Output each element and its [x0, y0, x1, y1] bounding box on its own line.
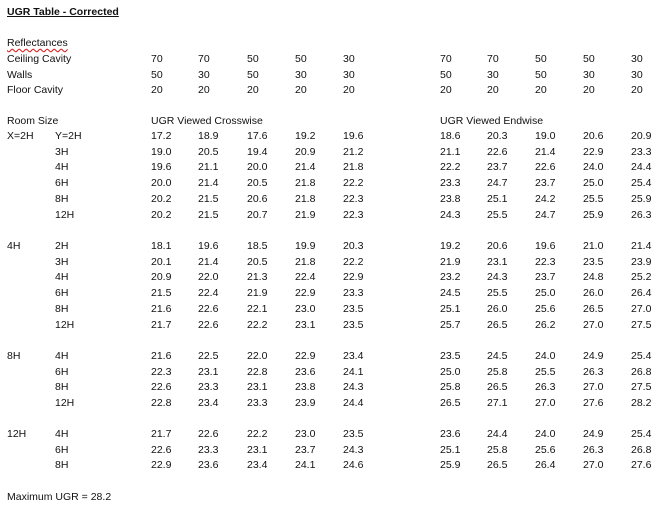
reflectance-crosswise-value: 50	[151, 68, 163, 81]
ugr-endwise-value: 25.0	[535, 287, 556, 300]
reflectance-crosswise-value: 20	[343, 84, 355, 97]
ugr-endwise-value: 26.5	[487, 381, 508, 394]
ugr-crosswise-value: 24.1	[343, 365, 364, 378]
ugr-endwise-value: 26.8	[631, 443, 652, 456]
ugr-crosswise-value: 21.8	[295, 192, 316, 205]
ugr-endwise-value: 21.9	[440, 255, 461, 268]
reflectance-crosswise-value: 30	[295, 68, 307, 81]
ugr-endwise-value: 24.3	[487, 271, 508, 284]
ugr-endwise-value: 25.9	[631, 192, 652, 205]
room-y-label: 2H	[55, 240, 69, 252]
ugr-crosswise-value: 24.3	[343, 381, 364, 394]
room-y-label: 6H	[55, 177, 69, 190]
ugr-crosswise-value: 22.8	[151, 397, 172, 410]
maximum-ugr-note: Maximum UGR = 28.2	[7, 491, 112, 503]
ugr-crosswise-value: 21.6	[151, 302, 172, 315]
ugr-endwise-value: 28.2	[631, 397, 652, 410]
ugr-crosswise-value: 18.1	[151, 240, 172, 252]
room-size-header: Room Size	[7, 115, 59, 127]
ugr-endwise-value: 25.6	[535, 302, 556, 315]
ugr-crosswise-value: 21.8	[295, 255, 316, 268]
ugr-endwise-value: 25.2	[631, 271, 652, 284]
ugr-endwise-value: 26.2	[535, 318, 556, 331]
ugr-endwise-value: 27.5	[631, 318, 652, 331]
ugr-crosswise-value: 20.7	[247, 208, 268, 221]
ugr-endwise-value: 20.3	[487, 130, 508, 142]
reflectance-endwise-value: 20	[535, 84, 547, 97]
ugr-endwise-value: 21.1	[440, 145, 461, 158]
reflectance-crosswise-value: 20	[198, 84, 210, 97]
ugr-endwise-value: 27.1	[487, 397, 508, 410]
ugr-endwise-value: 22.2	[440, 161, 461, 174]
ugr-crosswise-value: 22.6	[151, 443, 172, 456]
ugr-crosswise-value: 24.6	[343, 459, 364, 472]
ugr-crosswise-value: 23.7	[295, 443, 316, 456]
ugr-endwise-value: 27.0	[535, 397, 556, 410]
ugr-crosswise-value: 22.6	[198, 428, 219, 440]
room-y-label: 3H	[55, 255, 69, 268]
ugr-endwise-value: 23.3	[631, 145, 652, 158]
ugr-endwise-value: 21.4	[535, 145, 556, 158]
reflectance-endwise-value: 20	[583, 84, 595, 97]
ugr-endwise-value: 19.0	[535, 130, 556, 142]
ugr-endwise-value: 27.0	[583, 381, 604, 394]
ugr-endwise-value: 20.9	[631, 130, 652, 142]
ugr-crosswise-value: 23.1	[198, 365, 219, 378]
ugr-crosswise-value: 20.2	[151, 192, 172, 205]
ugr-crosswise-value: 20.5	[198, 145, 219, 158]
ugr-crosswise-value: 22.0	[247, 350, 268, 362]
reflectance-endwise-value: 70	[487, 53, 499, 65]
ugr-endwise-value: 23.6	[440, 428, 461, 440]
ugr-crosswise-value: 22.9	[295, 350, 316, 362]
reflectance-crosswise-value: 20	[247, 84, 259, 97]
room-y-label: 8H	[55, 381, 69, 394]
ugr-crosswise-value: 22.1	[247, 302, 268, 315]
ugr-crosswise-value: 20.2	[151, 208, 172, 221]
ugr-crosswise-value: 22.5	[198, 350, 219, 362]
ugr-crosswise-value: 20.5	[247, 255, 268, 268]
ugr-crosswise-value: 22.2	[343, 255, 364, 268]
ugr-endwise-value: 25.8	[487, 365, 508, 378]
ugr-endwise-value: 25.0	[440, 365, 461, 378]
ugr-crosswise-value: 22.3	[151, 365, 172, 378]
ugr-crosswise-value: 23.9	[295, 397, 316, 410]
ugr-endwise-value: 27.6	[583, 397, 604, 410]
reflectance-crosswise-value: 30	[198, 68, 210, 81]
ugr-crosswise-value: 23.5	[343, 318, 364, 331]
room-x-label: 4H	[7, 240, 21, 252]
reflectance-endwise-value: 50	[535, 68, 547, 81]
ugr-endwise-value: 24.7	[487, 177, 508, 190]
room-y-label: 4H	[55, 271, 69, 284]
ugr-crosswise-value: 23.3	[247, 397, 268, 410]
reflectance-crosswise-value: 30	[343, 53, 355, 65]
ugr-endwise-value: 26.4	[631, 287, 652, 300]
ugr-endwise-value: 27.0	[583, 318, 604, 331]
reflectance-crosswise-value: 50	[247, 68, 259, 81]
ugr-crosswise-value: 21.3	[247, 271, 268, 284]
reflectance-label: Ceiling Cavity	[7, 53, 72, 65]
ugr-endwise-value: 22.3	[535, 255, 556, 268]
reflectance-endwise-value: 20	[487, 84, 499, 97]
ugr-crosswise-value: 21.9	[247, 287, 268, 300]
room-x-label: 8H	[7, 350, 21, 362]
ugr-crosswise-value: 23.5	[343, 428, 364, 440]
ugr-crosswise-value: 23.3	[198, 443, 219, 456]
ugr-endwise-value: 24.4	[487, 428, 508, 440]
reflectance-crosswise-value: 50	[247, 53, 259, 65]
ugr-crosswise-value: 20.9	[295, 145, 316, 158]
ugr-crosswise-value: 22.4	[295, 271, 316, 284]
ugr-crosswise-value: 23.8	[295, 381, 316, 394]
ugr-crosswise-value: 23.6	[198, 459, 219, 472]
ugr-crosswise-value: 18.9	[198, 130, 219, 142]
ugr-endwise-value: 22.6	[535, 161, 556, 174]
ugr-endwise-value: 24.3	[440, 208, 461, 221]
ugr-endwise-value: 20.6	[487, 240, 508, 252]
ugr-crosswise-value: 22.6	[198, 302, 219, 315]
ugr-crosswise-value: 23.1	[247, 443, 268, 456]
ugr-crosswise-value: 23.6	[295, 365, 316, 378]
ugr-endwise-value: 23.7	[535, 271, 556, 284]
ugr-crosswise-value: 23.1	[247, 381, 268, 394]
ugr-crosswise-value: 20.6	[247, 192, 268, 205]
ugr-crosswise-value: 23.4	[247, 459, 268, 472]
ugr-endwise-value: 26.0	[583, 287, 604, 300]
reflectance-crosswise-value: 20	[295, 84, 307, 97]
ugr-crosswise-value: 24.4	[343, 397, 364, 410]
ugr-endwise-value: 24.9	[583, 428, 604, 440]
ugr-endwise-value: 19.6	[535, 240, 556, 252]
ugr-endwise-value: 25.4	[631, 177, 652, 190]
ugr-endwise-value: 25.5	[487, 208, 508, 221]
ugr-crosswise-value: 21.8	[343, 161, 364, 174]
ugr-crosswise-value: 20.9	[151, 271, 172, 284]
ugr-endwise-value: 26.3	[535, 381, 556, 394]
ugr-endwise-value: 25.1	[440, 302, 461, 315]
ugr-endwise-value: 25.9	[583, 208, 604, 221]
ugr-endwise-value: 25.8	[487, 443, 508, 456]
ugr-crosswise-value: 21.5	[198, 208, 219, 221]
ugr-endwise-value: 25.1	[440, 443, 461, 456]
ugr-endwise-value: 23.1	[487, 255, 508, 268]
ugr-crosswise-value: 22.9	[295, 287, 316, 300]
ugr-endwise-value: 25.5	[583, 192, 604, 205]
room-y-label: 6H	[55, 287, 69, 300]
room-y-label: 4H	[55, 161, 69, 174]
crosswise-header: UGR Viewed Crosswise	[151, 115, 263, 127]
ugr-crosswise-value: 22.2	[247, 428, 268, 440]
ugr-endwise-value: 24.5	[440, 287, 461, 300]
ugr-crosswise-value: 23.4	[343, 350, 364, 362]
ugr-crosswise-value: 21.4	[198, 177, 219, 190]
ugr-crosswise-value: 20.1	[151, 255, 172, 268]
reflectance-crosswise-value: 20	[151, 84, 163, 97]
ugr-crosswise-value: 22.9	[343, 271, 364, 284]
ugr-endwise-value: 21.0	[583, 240, 604, 252]
reflectance-endwise-value: 70	[440, 53, 452, 65]
ugr-endwise-value: 25.0	[583, 177, 604, 190]
ugr-crosswise-value: 21.5	[198, 192, 219, 205]
ugr-crosswise-value: 22.9	[151, 459, 172, 472]
ugr-endwise-value: 27.0	[583, 459, 604, 472]
ugr-endwise-value: 26.5	[583, 302, 604, 315]
room-y-label: 12H	[55, 208, 75, 221]
room-y-label: 3H	[55, 145, 69, 158]
ugr-endwise-value: 22.9	[583, 145, 604, 158]
ugr-endwise-value: 24.8	[583, 271, 604, 284]
ugr-crosswise-value: 21.8	[295, 177, 316, 190]
ugr-endwise-value: 23.5	[440, 350, 461, 362]
room-y-label: 4H	[55, 428, 69, 440]
ugr-endwise-value: 24.4	[631, 161, 652, 174]
ugr-endwise-value: 25.5	[487, 287, 508, 300]
room-y-label: 12H	[55, 397, 75, 410]
ugr-crosswise-value: 21.7	[151, 428, 172, 440]
ugr-crosswise-value: 22.4	[198, 287, 219, 300]
ugr-endwise-value: 26.5	[440, 397, 461, 410]
reflectance-endwise-value: 30	[487, 68, 499, 81]
ugr-crosswise-value: 21.6	[151, 350, 172, 362]
ugr-endwise-value: 23.3	[440, 177, 461, 190]
ugr-endwise-value: 26.0	[487, 302, 508, 315]
reflectance-endwise-value: 30	[631, 68, 643, 81]
ugr-endwise-value: 27.5	[631, 381, 652, 394]
ugr-crosswise-value: 21.9	[295, 208, 316, 221]
ugr-endwise-value: 24.0	[535, 350, 556, 362]
reflectance-endwise-value: 50	[535, 53, 547, 65]
ugr-crosswise-value: 18.5	[247, 240, 268, 252]
reflectance-endwise-value: 30	[631, 53, 643, 65]
ugr-endwise-value: 24.0	[535, 428, 556, 440]
ugr-endwise-value: 24.2	[535, 192, 556, 205]
reflectance-endwise-value: 50	[583, 53, 595, 65]
ugr-crosswise-value: 24.3	[343, 443, 364, 456]
ugr-endwise-value: 24.9	[583, 350, 604, 362]
ugr-endwise-value: 25.9	[440, 459, 461, 472]
ugr-crosswise-value: 23.3	[343, 287, 364, 300]
room-y-label: 8H	[55, 192, 69, 205]
room-y-label: 4H	[55, 350, 69, 362]
ugr-endwise-value: 25.6	[535, 443, 556, 456]
ugr-endwise-value: 18.6	[440, 130, 461, 142]
document-title: UGR Table - Corrected	[7, 6, 119, 18]
ugr-crosswise-value: 20.5	[247, 177, 268, 190]
ugr-crosswise-value: 17.6	[247, 130, 268, 142]
ugr-endwise-value: 23.8	[440, 192, 461, 205]
ugr-endwise-value: 19.2	[440, 240, 461, 252]
ugr-crosswise-value: 22.3	[343, 208, 364, 221]
reflectance-endwise-value: 20	[631, 84, 643, 97]
ugr-endwise-value: 26.5	[487, 318, 508, 331]
ugr-endwise-value: 23.5	[583, 255, 604, 268]
ugr-crosswise-value: 22.2	[343, 177, 364, 190]
ugr-crosswise-value: 19.0	[151, 145, 172, 158]
ugr-endwise-value: 25.4	[631, 428, 652, 440]
ugr-crosswise-value: 20.3	[343, 240, 364, 252]
ugr-crosswise-value: 23.3	[198, 381, 219, 394]
reflectance-endwise-value: 50	[440, 68, 452, 81]
ugr-endwise-value: 23.7	[487, 161, 508, 174]
ugr-crosswise-value: 23.4	[198, 397, 219, 410]
ugr-crosswise-value: 20.0	[247, 161, 268, 174]
reflectance-crosswise-value: 70	[198, 53, 210, 65]
ugr-endwise-value: 26.3	[631, 208, 652, 221]
ugr-endwise-value: 26.3	[583, 443, 604, 456]
ugr-endwise-value: 24.0	[583, 161, 604, 174]
ugr-endwise-value: 27.0	[631, 302, 652, 315]
ugr-endwise-value: 25.7	[440, 318, 461, 331]
ugr-endwise-value: 25.4	[631, 350, 652, 362]
ugr-crosswise-value: 22.3	[343, 192, 364, 205]
ugr-crosswise-value: 21.7	[151, 318, 172, 331]
ugr-crosswise-value: 22.6	[151, 381, 172, 394]
reflectance-label: Floor Cavity	[7, 84, 64, 97]
ugr-crosswise-value: 23.0	[295, 302, 316, 315]
reflectance-crosswise-value: 30	[343, 68, 355, 81]
ugr-crosswise-value: 22.0	[198, 271, 219, 284]
ugr-endwise-value: 23.9	[631, 255, 652, 268]
ugr-crosswise-value: 23.5	[343, 302, 364, 315]
ugr-crosswise-value: 19.6	[343, 130, 364, 142]
ugr-crosswise-value: 22.2	[247, 318, 268, 331]
ugr-endwise-value: 24.7	[535, 208, 556, 221]
ugr-endwise-value: 26.8	[631, 365, 652, 378]
ugr-endwise-value: 23.7	[535, 177, 556, 190]
room-x-label: X=2H	[7, 130, 34, 142]
ugr-endwise-value: 27.6	[631, 459, 652, 472]
ugr-endwise-value: 26.3	[583, 365, 604, 378]
ugr-endwise-value: 22.6	[487, 145, 508, 158]
ugr-endwise-value: 25.1	[487, 192, 508, 205]
ugr-crosswise-value: 24.1	[295, 459, 316, 472]
reflectance-endwise-value: 30	[583, 68, 595, 81]
ugr-crosswise-value: 21.4	[198, 255, 219, 268]
room-y-label: 12H	[55, 318, 75, 331]
ugr-crosswise-value: 22.8	[247, 365, 268, 378]
ugr-endwise-value: 25.8	[440, 381, 461, 394]
ugr-crosswise-value: 20.0	[151, 177, 172, 190]
room-x-label: 12H	[7, 428, 27, 440]
reflectance-crosswise-value: 50	[295, 53, 307, 65]
ugr-crosswise-value: 21.5	[151, 287, 172, 300]
room-y-label: Y=2H	[55, 130, 82, 142]
ugr-crosswise-value: 21.2	[343, 145, 364, 158]
ugr-endwise-value: 20.6	[583, 130, 604, 142]
ugr-crosswise-value: 17.2	[151, 130, 172, 142]
room-y-label: 6H	[55, 443, 69, 456]
ugr-crosswise-value: 19.4	[247, 145, 268, 158]
ugr-crosswise-value: 19.6	[198, 240, 219, 252]
ugr-crosswise-value: 19.9	[295, 240, 316, 252]
ugr-crosswise-value: 21.4	[295, 161, 316, 174]
ugr-endwise-value: 24.5	[487, 350, 508, 362]
ugr-endwise-value: 21.4	[631, 240, 652, 252]
ugr-endwise-value: 23.2	[440, 271, 461, 284]
ugr-crosswise-value: 23.0	[295, 428, 316, 440]
room-y-label: 6H	[55, 365, 69, 378]
reflectances-heading: Reflectances	[7, 37, 68, 49]
ugr-endwise-value: 26.4	[535, 459, 556, 472]
ugr-endwise-value: 26.5	[487, 459, 508, 472]
room-y-label: 8H	[55, 302, 69, 315]
endwise-header: UGR Viewed Endwise	[440, 115, 544, 127]
ugr-endwise-value: 25.5	[535, 365, 556, 378]
ugr-crosswise-value: 21.1	[198, 161, 219, 174]
ugr-crosswise-value: 19.6	[151, 161, 172, 174]
ugr-crosswise-value: 22.6	[198, 318, 219, 331]
ugr-crosswise-value: 23.1	[295, 318, 316, 331]
reflectance-label: Walls	[7, 68, 33, 81]
room-y-label: 8H	[55, 459, 69, 472]
ugr-crosswise-value: 19.2	[295, 130, 316, 142]
reflectance-crosswise-value: 70	[151, 53, 163, 65]
reflectance-endwise-value: 20	[440, 84, 452, 97]
